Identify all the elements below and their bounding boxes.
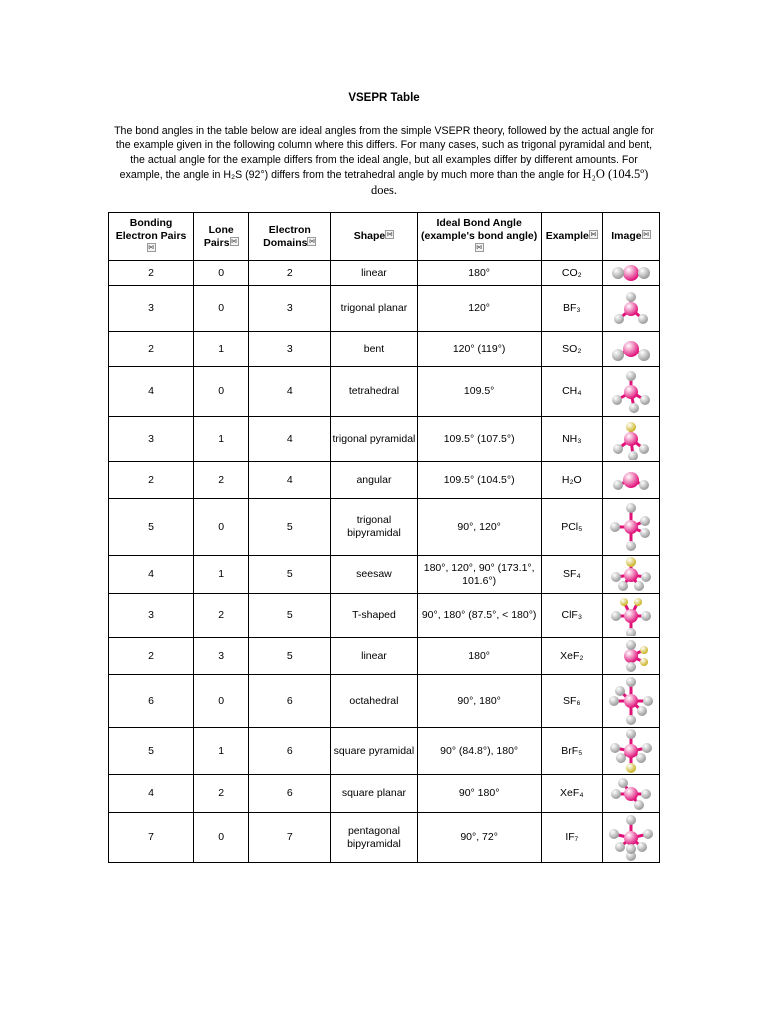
molecule-model-icon bbox=[607, 557, 655, 593]
bonding-cell: 7 bbox=[109, 813, 194, 863]
ligand-atom bbox=[626, 371, 636, 381]
example-cell: SF₆ bbox=[541, 675, 602, 728]
molecule-model-icon bbox=[607, 639, 655, 673]
vsepr-table bbox=[108, 212, 660, 863]
ligand-atom bbox=[618, 581, 628, 591]
bonding-cell: 5 bbox=[109, 499, 194, 556]
angle-cell: 90°, 180° (87.5°, < 180°) bbox=[417, 594, 541, 638]
lone-pair-atom bbox=[626, 557, 636, 567]
ligand-atom bbox=[626, 503, 636, 513]
molecule-model-icon bbox=[607, 729, 655, 773]
ligand-atom bbox=[609, 696, 619, 706]
molecule-image-cell bbox=[602, 462, 659, 499]
ligand-atom bbox=[641, 789, 651, 799]
central-atom bbox=[624, 568, 638, 582]
ligand-atom bbox=[615, 686, 625, 696]
lone-pair-atom bbox=[626, 422, 636, 432]
bonding-cell: 3 bbox=[109, 286, 194, 332]
molecule-image-cell bbox=[602, 286, 659, 332]
molecule-model-icon bbox=[607, 777, 655, 811]
ligand-atom bbox=[613, 480, 623, 490]
lone-pair-atom bbox=[620, 598, 628, 606]
table-row bbox=[109, 286, 660, 332]
domains-cell: 3 bbox=[249, 286, 331, 332]
example-cell: BrF₅ bbox=[541, 728, 602, 775]
bonding-cell: 2 bbox=[109, 462, 194, 499]
shape-cell: square planar bbox=[331, 775, 417, 813]
header-angle: Ideal Bond Angle (example's bond angle)⋈ bbox=[417, 213, 541, 261]
example-cell: SO₂ bbox=[541, 332, 602, 367]
molecule-image-cell bbox=[602, 367, 659, 417]
ligand-atom bbox=[637, 706, 647, 716]
ligand-atom bbox=[626, 715, 636, 725]
domains-cell: 6 bbox=[249, 728, 331, 775]
ligand-atom bbox=[628, 451, 638, 460]
ligand-atom bbox=[610, 743, 620, 753]
lone-pair-atom bbox=[626, 763, 636, 773]
angle-cell: 109.5° (104.5°) bbox=[417, 462, 541, 499]
ligand-atom bbox=[610, 522, 620, 532]
molecule-image-cell bbox=[602, 675, 659, 728]
lone-cell: 0 bbox=[194, 813, 249, 863]
molecule-model-icon bbox=[607, 815, 655, 861]
shape-cell: pentagonal bipyramidal bbox=[331, 813, 417, 863]
intro-text: The bond angles in the table below are ideal angles from the simple VSEPR theory, followed by the actual angle for the example given in the following column where this differs. For many cases, such as trigonal pyramidal and bent, the actual angle for the example differs from the ideal angle, but all examples differ by different amounts. For example, the angle in H₂S (92°) differs from the tetrahedral angle by much more than the angle for bbox=[114, 125, 654, 182]
bonding-cell: 3 bbox=[109, 594, 194, 638]
header-lone: Lone Pairs ⋈ bbox=[194, 213, 249, 261]
ligand-atom bbox=[616, 753, 626, 763]
page-title: VSEPR Table bbox=[348, 92, 420, 104]
shape-cell: octahedral bbox=[331, 675, 417, 728]
angle-cell: 180° bbox=[417, 638, 541, 675]
molecule-image-cell bbox=[602, 638, 659, 675]
lone-pair-atom bbox=[640, 658, 648, 666]
central-atom bbox=[624, 520, 638, 534]
molecule-model-icon bbox=[607, 676, 655, 726]
ligand-atom bbox=[612, 349, 624, 361]
central-atom bbox=[623, 265, 639, 281]
table-row bbox=[109, 462, 660, 499]
central-atom bbox=[624, 694, 638, 708]
molecule-model-icon bbox=[607, 596, 655, 636]
example-cell: CH₄ bbox=[541, 367, 602, 417]
shape-cell: linear bbox=[331, 261, 417, 286]
table-row bbox=[109, 728, 660, 775]
shape-cell: T-shaped bbox=[331, 594, 417, 638]
domains-cell: 5 bbox=[249, 556, 331, 594]
table-row bbox=[109, 556, 660, 594]
angle-cell: 109.5° (107.5°) bbox=[417, 417, 541, 462]
angle-cell: 90°, 72° bbox=[417, 813, 541, 863]
intro-paragraph bbox=[112, 124, 656, 198]
ligand-atom bbox=[643, 829, 653, 839]
lone-cell: 2 bbox=[194, 594, 249, 638]
ligand-atom bbox=[618, 778, 628, 788]
ligand-atom bbox=[611, 789, 621, 799]
ligand-atom bbox=[640, 395, 650, 405]
lone-cell: 0 bbox=[194, 675, 249, 728]
molecule-model-icon bbox=[607, 418, 655, 460]
molecule-image-cell bbox=[602, 261, 659, 286]
header-domains: Electron Domains ⋈ bbox=[249, 213, 331, 261]
shape-cell: trigonal planar bbox=[331, 286, 417, 332]
shape-cell: trigonal bipyramidal bbox=[331, 499, 417, 556]
bonding-cell: 4 bbox=[109, 367, 194, 417]
ligand-atom bbox=[636, 753, 646, 763]
central-atom bbox=[624, 787, 638, 801]
central-atom bbox=[623, 341, 639, 357]
shape-cell: angular bbox=[331, 462, 417, 499]
sort-icon[interactable]: ⋈ bbox=[386, 232, 393, 238]
shape-cell: tetrahedral bbox=[331, 367, 417, 417]
domains-cell: 3 bbox=[249, 332, 331, 367]
header-image: Image ⋈ bbox=[602, 213, 659, 261]
molecule-model-icon bbox=[607, 501, 655, 553]
ligand-atom bbox=[640, 528, 650, 538]
header-shape: Shape ⋈ bbox=[331, 213, 417, 261]
bonding-cell: 4 bbox=[109, 775, 194, 813]
molecule-model-icon bbox=[607, 333, 655, 365]
shape-cell: square pyramidal bbox=[331, 728, 417, 775]
intro-text-serif: H₂O (104.5º) does. bbox=[370, 167, 649, 197]
table-row bbox=[109, 332, 660, 367]
header-bonding: Bonding Electron Pairs ⋈ bbox=[109, 213, 194, 261]
angle-cell: 90° 180° bbox=[417, 775, 541, 813]
central-atom bbox=[624, 385, 638, 399]
central-atom bbox=[624, 744, 638, 758]
ligand-atom bbox=[638, 267, 650, 279]
ligand-atom bbox=[639, 444, 649, 454]
shape-cell: linear bbox=[331, 638, 417, 675]
central-atom bbox=[624, 649, 638, 663]
sort-icon[interactable]: ⋈ bbox=[308, 238, 315, 245]
example-cell: XeF₂ bbox=[541, 638, 602, 675]
sort-icon[interactable]: ⋈ bbox=[643, 232, 650, 238]
ligand-atom bbox=[626, 677, 636, 687]
example-cell: IF₇ bbox=[541, 813, 602, 863]
header-row bbox=[109, 213, 660, 261]
ligand-atom bbox=[611, 611, 621, 621]
ligand-atom bbox=[638, 349, 650, 361]
domains-cell: 5 bbox=[249, 638, 331, 675]
ligand-atom bbox=[626, 662, 636, 672]
lone-cell: 0 bbox=[194, 367, 249, 417]
ligand-atom bbox=[612, 267, 624, 279]
ligand-atom bbox=[641, 611, 651, 621]
table-row bbox=[109, 594, 660, 638]
lone-cell: 0 bbox=[194, 286, 249, 332]
bonding-cell: 6 bbox=[109, 675, 194, 728]
ligand-atom bbox=[640, 516, 650, 526]
molecule-model-icon bbox=[607, 288, 655, 330]
shape-cell: bent bbox=[331, 332, 417, 367]
sort-icon[interactable]: ⋈ bbox=[476, 245, 483, 251]
angle-cell: 90° (84.8°), 180° bbox=[417, 728, 541, 775]
domains-cell: 6 bbox=[249, 675, 331, 728]
sort-icon[interactable]: ⋈ bbox=[148, 245, 155, 251]
ligand-atom bbox=[643, 696, 653, 706]
example-cell: NH₃ bbox=[541, 417, 602, 462]
ligand-atom bbox=[638, 314, 648, 324]
molecule-image-cell bbox=[602, 499, 659, 556]
table-row bbox=[109, 367, 660, 417]
ligand-atom bbox=[626, 815, 636, 825]
sort-icon[interactable]: ⋈ bbox=[231, 238, 238, 245]
central-atom bbox=[624, 432, 638, 446]
ligand-atom bbox=[639, 480, 649, 490]
ligand-atom bbox=[642, 743, 652, 753]
ligand-atom bbox=[626, 292, 636, 302]
ligand-atom bbox=[613, 444, 623, 454]
molecule-image-cell bbox=[602, 556, 659, 594]
example-cell: PCl₅ bbox=[541, 499, 602, 556]
domains-cell: 5 bbox=[249, 499, 331, 556]
example-cell: H₂O bbox=[541, 462, 602, 499]
ligand-atom bbox=[626, 640, 636, 650]
angle-cell: 90°, 180° bbox=[417, 675, 541, 728]
molecule-image-cell bbox=[602, 417, 659, 462]
ligand-atom bbox=[634, 800, 644, 810]
lone-cell: 1 bbox=[194, 332, 249, 367]
bonding-cell: 2 bbox=[109, 261, 194, 286]
lone-cell: 1 bbox=[194, 417, 249, 462]
shape-cell: trigonal pyramidal bbox=[331, 417, 417, 462]
lone-cell: 2 bbox=[194, 462, 249, 499]
central-atom bbox=[624, 302, 638, 316]
angle-cell: 109.5° bbox=[417, 367, 541, 417]
example-cell: BF₃ bbox=[541, 286, 602, 332]
ligand-atom bbox=[626, 729, 636, 739]
lone-cell: 1 bbox=[194, 556, 249, 594]
bonding-cell: 3 bbox=[109, 417, 194, 462]
bonding-cell: 4 bbox=[109, 556, 194, 594]
lone-pair-atom bbox=[634, 598, 642, 606]
domains-cell: 5 bbox=[249, 594, 331, 638]
table-row bbox=[109, 775, 660, 813]
angle-cell: 120° bbox=[417, 286, 541, 332]
ligand-atom bbox=[612, 395, 622, 405]
example-cell: CO₂ bbox=[541, 261, 602, 286]
bonding-cell: 2 bbox=[109, 638, 194, 675]
lone-pair-atom bbox=[640, 646, 648, 654]
ligand-atom bbox=[641, 572, 651, 582]
angle-cell: 180° bbox=[417, 261, 541, 286]
table-row bbox=[109, 417, 660, 462]
molecule-image-cell bbox=[602, 594, 659, 638]
ligand-atom bbox=[626, 844, 636, 854]
ligand-atom bbox=[634, 581, 644, 591]
domains-cell: 4 bbox=[249, 417, 331, 462]
angle-cell: 120° (119°) bbox=[417, 332, 541, 367]
header-example: Example ⋈ bbox=[541, 213, 602, 261]
molecule-image-cell bbox=[602, 728, 659, 775]
table-row bbox=[109, 638, 660, 675]
ligand-atom bbox=[614, 314, 624, 324]
ligand-atom bbox=[626, 628, 636, 636]
central-atom bbox=[623, 472, 639, 488]
molecule-image-cell bbox=[602, 775, 659, 813]
example-cell: XeF₄ bbox=[541, 775, 602, 813]
table-row bbox=[109, 675, 660, 728]
table-row bbox=[109, 813, 660, 863]
ligand-atom bbox=[615, 842, 625, 852]
angle-cell: 180°, 120°, 90° (173.1°, 101.6°) bbox=[417, 556, 541, 594]
central-atom bbox=[624, 609, 638, 623]
example-cell: SF₄ bbox=[541, 556, 602, 594]
domains-cell: 6 bbox=[249, 775, 331, 813]
lone-cell: 0 bbox=[194, 261, 249, 286]
domains-cell: 4 bbox=[249, 462, 331, 499]
sort-icon[interactable]: ⋈ bbox=[590, 232, 597, 238]
lone-cell: 2 bbox=[194, 775, 249, 813]
bonding-cell: 2 bbox=[109, 332, 194, 367]
bonding-cell: 5 bbox=[109, 728, 194, 775]
ligand-atom bbox=[637, 842, 647, 852]
table-row bbox=[109, 261, 660, 286]
table-row bbox=[109, 499, 660, 556]
molecule-model-icon bbox=[607, 369, 655, 415]
lone-cell: 0 bbox=[194, 499, 249, 556]
shape-cell: seesaw bbox=[331, 556, 417, 594]
angle-cell: 90°, 120° bbox=[417, 499, 541, 556]
ligand-atom bbox=[629, 403, 639, 413]
lone-cell: 1 bbox=[194, 728, 249, 775]
domains-cell: 4 bbox=[249, 367, 331, 417]
domains-cell: 7 bbox=[249, 813, 331, 863]
molecule-image-cell bbox=[602, 813, 659, 863]
molecule-model-icon bbox=[607, 463, 655, 497]
central-atom bbox=[624, 831, 638, 845]
ligand-atom bbox=[611, 572, 621, 582]
ligand-atom bbox=[609, 829, 619, 839]
domains-cell: 2 bbox=[249, 261, 331, 286]
example-cell: ClF₃ bbox=[541, 594, 602, 638]
lone-cell: 3 bbox=[194, 638, 249, 675]
molecule-image-cell bbox=[602, 332, 659, 367]
ligand-atom bbox=[626, 541, 636, 551]
molecule-model-icon bbox=[607, 262, 655, 284]
